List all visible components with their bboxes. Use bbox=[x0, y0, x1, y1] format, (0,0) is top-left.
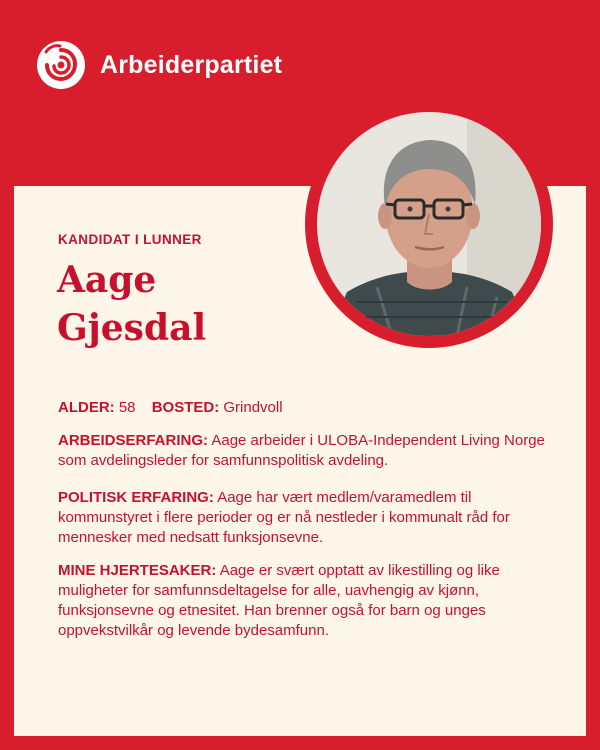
age-value: 58 bbox=[118, 399, 136, 416]
candidate-photo bbox=[317, 112, 541, 336]
candidate-stats bbox=[58, 398, 558, 418]
key-causes bbox=[58, 561, 558, 641]
home-value: Grindvoll bbox=[223, 399, 283, 416]
candidate-last-name: Gjesdal bbox=[57, 307, 207, 349]
brand-name: Arbeiderpartiet bbox=[100, 50, 283, 79]
work-experience bbox=[58, 431, 558, 471]
rose-icon bbox=[36, 40, 86, 90]
politics-text: Aage har vært medlem/varamedlem til kommunstyret i flere perioder og er nå nestleder i kommunalt råd for mennesker med nedsatt funksjonsevne. bbox=[58, 489, 510, 546]
brand-logo bbox=[36, 40, 282, 90]
causes-label: MINE HJERTESAKER: bbox=[58, 562, 217, 579]
candidate-kicker: KANDIDAT I LUNNER bbox=[58, 232, 202, 247]
candidate-name bbox=[57, 256, 206, 352]
causes-text: Aage er svært opptatt av likestilling og like muligheter for samfunnsdeltagelse for alle, uavhengig av kjønn, funksjonsevne og etnesitet. Han brenner også for barn og unges oppvekstvilkår og levende bydesamfunn. bbox=[58, 562, 500, 639]
political-experience bbox=[58, 488, 558, 548]
candidate-photo-frame bbox=[305, 100, 553, 348]
work-text: Aage arbeider i ULOBA-Independent Living Norge som avdelingsleder for samfunnspolitisk avdeling. bbox=[58, 432, 545, 469]
portrait-photo bbox=[317, 112, 541, 336]
work-label: ARBEIDSERFARING: bbox=[58, 432, 209, 449]
politics-label: POLITISK ERFARING: bbox=[58, 489, 214, 506]
home-label: BOSTED: bbox=[151, 399, 220, 416]
candidate-first-name: Aage bbox=[57, 259, 157, 301]
age-label: ALDER: bbox=[58, 399, 115, 416]
